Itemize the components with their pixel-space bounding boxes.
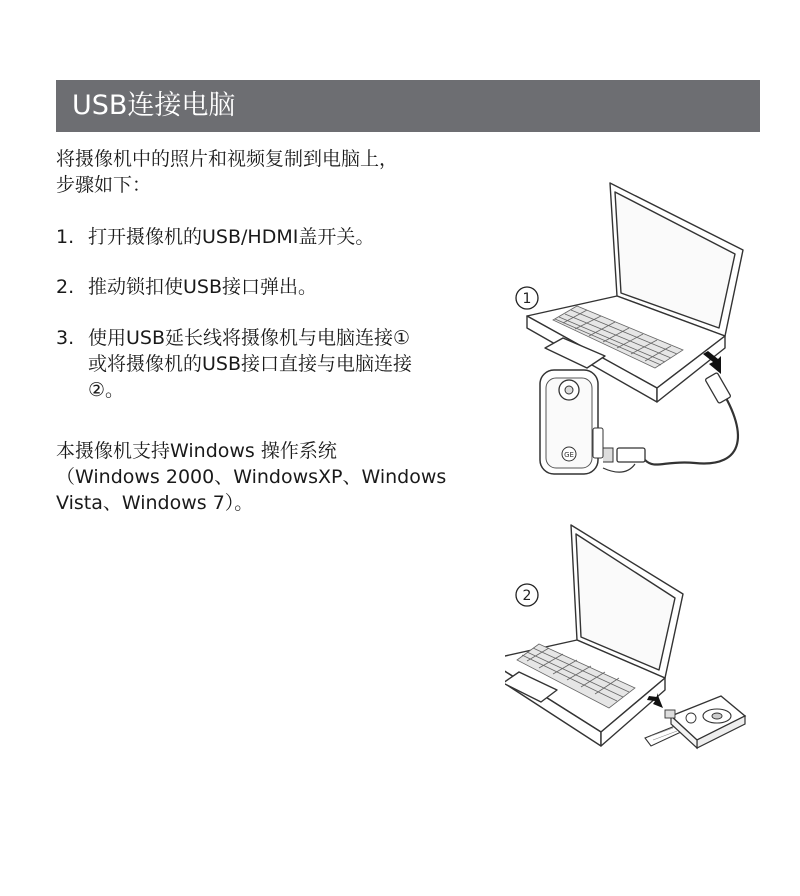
figure-label-2 bbox=[516, 584, 538, 606]
step-number: 2. bbox=[56, 276, 75, 298]
compat-line: （Windows 2000、WindowsXP、Windows bbox=[56, 466, 447, 488]
figure-label-1 bbox=[516, 287, 538, 309]
section-title: USB连接电脑 bbox=[72, 90, 236, 121]
intro-paragraph bbox=[56, 146, 476, 198]
figure-direct-connection bbox=[505, 520, 765, 760]
figure-usb-cable-connection bbox=[505, 178, 765, 488]
os-compatibility-note bbox=[56, 438, 476, 516]
step-text-line: ②。 bbox=[88, 379, 125, 401]
brand-logo-text: GE bbox=[564, 451, 574, 459]
intro-line: 步骤如下： bbox=[56, 174, 152, 196]
step-number: 3. bbox=[56, 327, 75, 349]
compat-line: Vista、Windows 7）。 bbox=[56, 492, 254, 514]
intro-line: 将摄像机中的照片和视频复制到电脑上， bbox=[56, 148, 399, 170]
camera-device bbox=[665, 696, 745, 748]
step-text-line: 或将摄像机的USB接口直接与电脑连接 bbox=[88, 353, 413, 375]
step-number: 1. bbox=[56, 226, 75, 248]
step-2 bbox=[56, 274, 476, 300]
compat-line: 本摄像机支持Windows 操作系统 bbox=[56, 440, 337, 462]
step-text: 推动锁扣使USB接口弹出。 bbox=[88, 276, 318, 298]
step-text-line: 使用USB延长线将摄像机与电脑连接① bbox=[88, 327, 411, 349]
svg-text:1: 1 bbox=[522, 291, 532, 307]
step-text: 打开摄像机的USB/HDMI盖开关。 bbox=[88, 226, 375, 248]
step-3 bbox=[56, 325, 476, 403]
svg-text:2: 2 bbox=[522, 588, 532, 604]
brand-logo bbox=[686, 713, 696, 723]
section-header bbox=[56, 80, 760, 132]
laptop-direct-illustration bbox=[505, 520, 765, 760]
step-1 bbox=[56, 224, 476, 250]
laptop-cable-illustration bbox=[505, 178, 765, 488]
step-text bbox=[88, 325, 476, 403]
